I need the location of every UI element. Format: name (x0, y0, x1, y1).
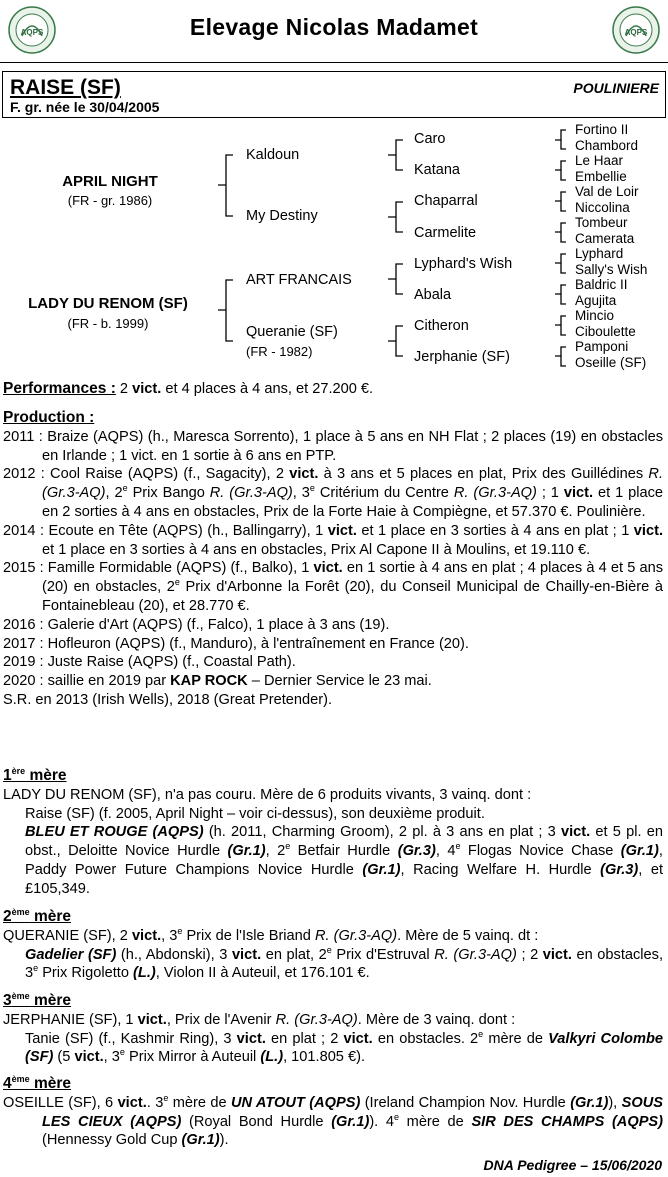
gen3-ancestor: Caro (414, 131, 446, 147)
mere4-heading: 4ème mère (3, 1073, 72, 1092)
gen2-sire-dam: My Destiny (246, 208, 318, 224)
horse-info-box (2, 71, 666, 118)
horse-details: F. gr. née le 30/04/2005 (10, 99, 160, 115)
gen3-ancestor: Citheron (414, 318, 469, 334)
production-2019: 2019 : Juste Raise (AQPS) (f., Coastal Path). (3, 654, 296, 671)
gen4-ancestor: Camerata (575, 231, 635, 246)
gen2-dam-dam: Queranie (SF) (246, 324, 338, 340)
aqps-logo-right (612, 6, 660, 54)
gen3-ancestor: Abala (414, 287, 452, 303)
production-2016: 2016 : Galerie d'Art (AQPS) (f., Falco), 1 place à 3 ans (19). (3, 616, 390, 633)
gen3-ancestor: Jerphanie (SF) (414, 349, 510, 365)
gen4-ancestor: Mincio (575, 308, 615, 323)
performances-heading: Performances : (3, 380, 116, 397)
gen2-dam-sire: ART FRANCAIS (246, 272, 352, 288)
production-2012: 2012 : Cool Raise (AQPS) (f., Sagacity), 2 vict. à 3 ans et 5 places en plat, Prix des Guillédines R. (Gr.3-AQ), 2e Prix Bango R. (Gr.3-AQ), 3e Critérium du Centre R. (Gr.3-AQ) ; 1 vict. et 1 place en 2 sorties à 4 ans en obstacles, Prix de la Forte Haie à Compiègne, et 57.370 €. Poulinière. (3, 466, 664, 520)
sire-details: (FR - gr. 1986) (67, 193, 153, 208)
header-divider (0, 62, 668, 63)
gen4-ancestor: Le Haar (575, 153, 624, 168)
gen4-ancestor: Tombeur (575, 215, 628, 230)
sire-name: APRIL NIGHT (62, 173, 158, 190)
footer-credit: DNA Pedigree – 15/06/2020 (483, 1157, 662, 1173)
mere2-line: QUERANIE (SF), 2 vict., 3e Prix de l'Isle Briand R. (Gr.3-AQ). Mère de 5 vainq. dt : (3, 925, 539, 944)
gen4-ancestor: Ciboulette (575, 324, 636, 339)
production-2015: 2015 : Famille Formidable (AQPS) (f., Balko), 1 vict. en 1 sortie à 4 ans en plat ; 4 places à 4 et 5 ans (20) en obstacles, 2e Prix d'Arbonne la Forêt (20), du Conseil Municipal de Chailly-en-Bière à Fontainebleau (20), et 28.770 €. (3, 560, 663, 614)
mere1-heading: 1ère mère (3, 765, 67, 784)
production-2011: 2011 : Braize (AQPS) (h., Maresca Sorrento), 1 place à 5 ans en NH Flat ; 2 places (19) en obstacles en Irlande ; 1 vict. en 1 sortie à 6 ans en PTP. (3, 428, 663, 464)
pedigree-brackets (0, 118, 668, 380)
production-2020: 2020 : saillie en 2019 par KAP ROCK – Dernier Service le 23 mai. (3, 673, 432, 690)
dam-details: (FR - b. 1999) (67, 316, 149, 331)
horse-name: RAISE (SF) (10, 76, 121, 99)
gen4-ancestor: Pamponi (575, 339, 629, 354)
production-2014: 2014 : Ecoute en Tête (AQPS) (h., Ballingarry), 1 vict. et 1 place en 3 sorties à 4 ans en plat ; 1 vict. et 1 place en 3 sorties à 4 ans en obstacles, Prix Al Capone II à Moulins, et 19.110 €. (3, 522, 663, 558)
production-sr: S.R. en 2013 (Irish Wells), 2018 (Great Pretender). (3, 691, 333, 708)
gen3-ancestor: Lyphard's Wish (414, 256, 513, 272)
mere4-line: OSEILLE (SF), 6 vict.. 3e mère de UN ATOUT (AQPS) (Ireland Champion Nov. Hurdle (Gr.1)), SOUS LES CIEUX (AQPS) (Royal Bond Hurdle (Gr.1)). 4e mère de SIR DES CHAMPS (AQPS) (Hennessy Gold Cup (Gr.1)). (3, 1092, 664, 1149)
gen4-ancestor: Embellie (575, 169, 627, 184)
gen3-ancestor: Chaparral (414, 193, 478, 209)
production-heading: Production : (3, 409, 95, 426)
mere3-line: Tanie (SF) (f., Kashmir Ring), 3 vict. en plat ; 2 vict. en obstacles. 2e mère de Valkyri Colombe (SF) (5 vict., 3e Prix Mirror à Auteuil (L.), 101.805 €). (25, 1028, 663, 1066)
mere3-line: JERPHANIE (SF), 1 vict., Prix de l'Avenir R. (Gr.3-AQ). Mère de 3 vainq. dont : (3, 1011, 516, 1028)
page-title: Elevage Nicolas Madamet (189, 14, 479, 40)
mere3-section (3, 992, 663, 1067)
gen4-ancestor: Chambord (575, 138, 639, 153)
production-section (3, 409, 663, 710)
mere3-heading: 3ème mère (3, 990, 72, 1009)
logo-text: AQPS (20, 28, 44, 37)
gen2-sire-sire: Kaldoun (246, 147, 300, 163)
mere2-heading: 2ème mère (3, 906, 72, 925)
mere1-line: LADY DU RENOM (SF), n'a pas couru. Mère de 6 produits vivants, 3 vainq. dont : (3, 786, 532, 803)
performances: Performances : 2 vict. et 4 places à 4 ans, et 27.200 €. (3, 380, 374, 397)
mere2-section (3, 908, 663, 983)
gen3-ancestor: Carmelite (414, 225, 477, 241)
gen4-ancestor: Val de Loir (575, 184, 639, 199)
mere1-section (3, 767, 663, 899)
gen4-ancestor: Baldric II (575, 277, 628, 292)
mere1-line: BLEU ET ROUGE (AQPS) (h. 2011, Charming Groom), 2 pl. à 3 ans en plat ; 3 vict. et 5 pl. en obst., Deloitte Novice Hurdle (Gr.1), 2e Betfair Hurdle (Gr.3), 4e Flogas Novice Chase (Gr.1), Paddy Power Future Champions Novice Hurdle (Gr.1), Racing Welfare H. Hurdle (Gr.3), et £105,349. (25, 824, 663, 897)
gen4-ancestor: Fortino II (575, 122, 629, 137)
logo-text: AQPS (624, 28, 648, 37)
horse-role: POULINIERE (573, 80, 659, 96)
mere2-line: Gadelier (SF) (h., Abdonski), 3 vict. en plat, 2e Prix d'Estruval R. (Gr.3-AQ) ; 2 vict. en obstacles, 3e Prix Rigoletto (L.), Violon II à Auteuil, et 176.101 €. (25, 944, 664, 982)
gen4-ancestor: Sally's Wish (575, 262, 648, 277)
production-2017: 2017 : Hofleuron (AQPS) (f., Manduro), à l'entraînement en France (20). (3, 635, 469, 652)
gen4-ancestor: Oseille (SF) (575, 355, 647, 370)
gen4-ancestor: Lyphard (575, 246, 624, 261)
gen4-ancestor: Niccolina (575, 200, 630, 215)
dam-name: LADY DU RENOM (SF) (28, 295, 188, 312)
gen2-dam-dam-details: (FR - 1982) (246, 344, 313, 359)
mere4-section (3, 1075, 663, 1150)
mere1-line: Raise (SF) (f. 2005, April Night – voir ci-dessus), son deuxième produit. (25, 805, 485, 822)
gen4-ancestor: Agujita (575, 293, 617, 308)
gen3-ancestor: Katana (414, 162, 460, 178)
